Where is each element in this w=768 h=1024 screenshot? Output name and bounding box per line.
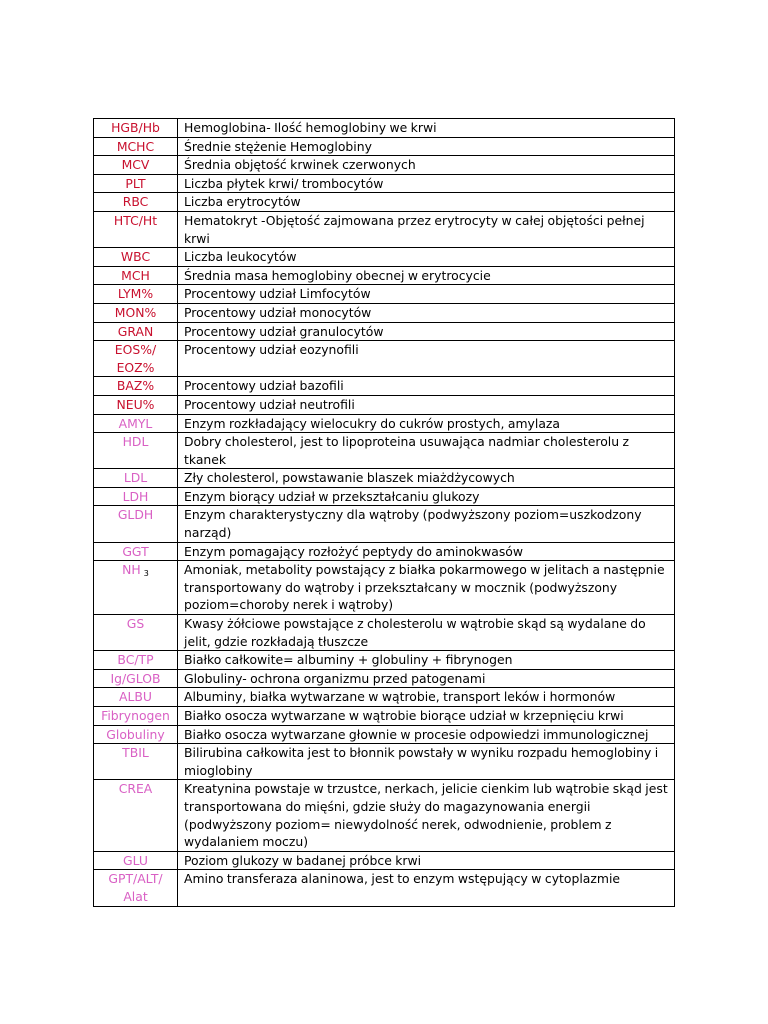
abbreviation-text: Fibrynogen bbox=[101, 708, 170, 723]
table-row bbox=[94, 615, 675, 651]
table-row bbox=[94, 156, 675, 175]
abbreviation-cell bbox=[94, 506, 178, 542]
description-cell: Średnia masa hemoglobiny obecnej w erytrocycie bbox=[178, 266, 675, 285]
abbreviation-text: EOS%/ EOZ% bbox=[114, 342, 157, 375]
abbreviation-text: GRAN bbox=[117, 323, 154, 339]
abbreviation-cell bbox=[94, 651, 178, 670]
abbreviation-cell bbox=[94, 211, 178, 247]
table-row bbox=[94, 870, 675, 906]
table-row bbox=[94, 266, 675, 285]
abbreviation-cell bbox=[94, 174, 178, 193]
abbreviation-cell bbox=[94, 395, 178, 414]
abbreviation-cell bbox=[94, 615, 178, 651]
abbreviation-cell bbox=[94, 414, 178, 433]
table-row bbox=[94, 744, 675, 780]
abbreviation-cell bbox=[94, 285, 178, 304]
abbreviation-cell bbox=[94, 707, 178, 726]
table-row bbox=[94, 469, 675, 488]
table-row bbox=[94, 193, 675, 212]
description-cell: Poziom glukozy w badanej próbce krwi bbox=[178, 851, 675, 870]
abbreviation-text: BAZ% bbox=[116, 378, 155, 394]
abbreviation-text: GGT bbox=[122, 543, 149, 559]
description-cell: Procentowy udział eozynofili bbox=[178, 341, 675, 377]
abbreviation-text: MCV bbox=[121, 157, 150, 173]
table-row bbox=[94, 285, 675, 304]
description-cell: Globuliny- ochrona organizmu przed patogenami bbox=[178, 669, 675, 688]
description-cell: Średnia objętość krwinek czerwonych bbox=[178, 156, 675, 175]
description-cell: Enzym biorący udział w przekształcaniu glukozy bbox=[178, 487, 675, 506]
abbreviation-text: LDL bbox=[123, 470, 148, 486]
description-cell: Bilirubina całkowita jest to błonnik powstały w wyniku rozpadu hemoglobiny i mioglobiny bbox=[178, 744, 675, 780]
abbreviation-text: LDH bbox=[122, 488, 149, 504]
abbreviation-text: CREA bbox=[118, 781, 153, 797]
abbreviation-text: HDL bbox=[122, 434, 149, 450]
abbreviation-cell bbox=[94, 193, 178, 212]
abbreviation-text: GLU bbox=[123, 852, 148, 868]
abbreviation-text: AMYL bbox=[118, 415, 153, 431]
table-row bbox=[94, 414, 675, 433]
table-row bbox=[94, 669, 675, 688]
abbreviation-cell bbox=[94, 870, 178, 906]
description-cell: Procentowy udział bazofili bbox=[178, 377, 675, 396]
abbreviation-text: NEU% bbox=[116, 396, 155, 412]
table-row bbox=[94, 542, 675, 561]
abbreviation-cell bbox=[94, 322, 178, 341]
abbreviation-cell bbox=[94, 248, 178, 267]
lab-abbreviations-table bbox=[93, 118, 675, 907]
description-cell: Zły cholesterol, powstawanie blaszek miażdżycowych bbox=[178, 469, 675, 488]
description-cell: Amoniak, metabolity powstający z białka pokarmowego w jelitach a następnie transportowany do wątroby i przekształcany w mocznik (podwyższony poziom=choroby nerek i wątroby) bbox=[178, 561, 675, 615]
table-row bbox=[94, 341, 675, 377]
abbreviation-cell bbox=[94, 780, 178, 851]
table-row bbox=[94, 377, 675, 396]
abbreviation-text: LYM% bbox=[117, 286, 154, 302]
abbreviation-text: GLDH bbox=[117, 507, 154, 523]
description-cell: Procentowy udział neutrofili bbox=[178, 395, 675, 414]
abbreviation-text: MCH bbox=[121, 267, 150, 283]
description-cell: Albuminy, białka wytwarzane w wątrobie, transport leków i hormonów bbox=[178, 688, 675, 707]
abbreviation-cell bbox=[94, 137, 178, 156]
abbreviation-text: Globuliny bbox=[106, 726, 165, 742]
description-cell: Hematokryt -Objętość zajmowana przez erytrocyty w całej objętości pełnej krwi bbox=[178, 211, 675, 247]
table-row bbox=[94, 851, 675, 870]
table-row bbox=[94, 688, 675, 707]
abbreviation-text: WBC bbox=[120, 249, 151, 265]
abbreviation-cell bbox=[94, 669, 178, 688]
abbreviation-text: HGB/Hb bbox=[111, 120, 160, 135]
abbreviation-text: GPT/ALT/ Alat bbox=[108, 871, 163, 904]
abbreviation-cell bbox=[94, 119, 178, 138]
table-row bbox=[94, 487, 675, 506]
abbreviation-cell bbox=[94, 433, 178, 469]
description-cell: Enzym charakterystyczny dla wątroby (podwyższony poziom=uszkodzony narząd) bbox=[178, 506, 675, 542]
description-cell: Amino transferaza alaninowa, jest to enzym wstępujący w cytoplazmie bbox=[178, 870, 675, 906]
description-cell: Kwasy żółciowe powstające z cholesterolu w wątrobie skąd są wydalane do jelit, gdzie rozkładają tłuszcze bbox=[178, 615, 675, 651]
abbreviation-cell bbox=[94, 341, 178, 377]
table-row bbox=[94, 137, 675, 156]
table-row bbox=[94, 561, 675, 615]
abbreviation-cell bbox=[94, 156, 178, 175]
description-cell: Liczba erytrocytów bbox=[178, 193, 675, 212]
table-row bbox=[94, 395, 675, 414]
table-row bbox=[94, 780, 675, 851]
abbreviation-text: HTC/Ht bbox=[113, 212, 158, 228]
abbreviation-cell bbox=[94, 266, 178, 285]
abbreviation-cell bbox=[94, 303, 178, 322]
abbreviation-cell bbox=[94, 377, 178, 396]
abbreviation-text: Ig/GLOB bbox=[110, 670, 161, 686]
description-cell: Białko całkowite= albuminy + globuliny + fibrynogen bbox=[178, 651, 675, 670]
abbreviation-cell bbox=[94, 469, 178, 488]
table-row bbox=[94, 707, 675, 726]
abbreviation-text: GS bbox=[126, 616, 145, 632]
table-row bbox=[94, 211, 675, 247]
table-row bbox=[94, 174, 675, 193]
description-cell: Enzym pomagający rozłożyć peptydy do aminokwasów bbox=[178, 542, 675, 561]
table-row bbox=[94, 248, 675, 267]
abbreviation-cell bbox=[94, 851, 178, 870]
description-cell: Dobry cholesterol, jest to lipoproteina usuwająca nadmiar cholesterolu z tkanek bbox=[178, 433, 675, 469]
description-cell: Procentowy udział monocytów bbox=[178, 303, 675, 322]
description-cell: Białko osocza wytwarzane w wątrobie biorące udział w krzepnięciu krwi bbox=[178, 707, 675, 726]
table-body bbox=[94, 119, 675, 907]
abbreviation-cell bbox=[94, 725, 178, 744]
table-row bbox=[94, 433, 675, 469]
table-row bbox=[94, 651, 675, 670]
table-row bbox=[94, 303, 675, 322]
abbreviation-cell bbox=[94, 744, 178, 780]
description-cell: Procentowy udział Limfocytów bbox=[178, 285, 675, 304]
abbreviation-text: MON% bbox=[114, 304, 157, 320]
abbreviation-text: MCHC bbox=[116, 138, 155, 154]
abbreviation-text: RBC bbox=[122, 194, 149, 210]
subscript-text: 3 bbox=[143, 569, 149, 579]
abbreviation-cell bbox=[94, 688, 178, 707]
abbreviation-cell bbox=[94, 487, 178, 506]
description-cell: Białko osocza wytwarzane głownie w procesie odpowiedzi immunologicznej bbox=[178, 725, 675, 744]
abbreviation-cell bbox=[94, 561, 178, 615]
description-cell: Enzym rozkładający wielocukry do cukrów prostych, amylaza bbox=[178, 414, 675, 433]
abbreviation-cell bbox=[94, 542, 178, 561]
abbreviation-text: PLT bbox=[125, 175, 146, 191]
abbreviation-text: TBIL bbox=[122, 745, 149, 761]
table-row bbox=[94, 119, 675, 138]
description-cell: Kreatynina powstaje w trzustce, nerkach, jelicie cienkim lub wątrobie skąd jest transportowana do mięśni, gdzie służy do magazynowania energii (podwyższony poziom= niewydolność nerek, odwodnienie, problem z wydalaniem moczu) bbox=[178, 780, 675, 851]
description-cell: Liczba leukocytów bbox=[178, 248, 675, 267]
abbreviation-text: NH bbox=[122, 562, 141, 578]
description-cell: Hemoglobina- Ilość hemoglobiny we krwi bbox=[178, 119, 675, 138]
description-cell: Procentowy udział granulocytów bbox=[178, 322, 675, 341]
abbreviation-text: ALBU bbox=[119, 689, 152, 705]
table-row bbox=[94, 506, 675, 542]
abbreviation-text: BC/TP bbox=[117, 652, 154, 668]
table-row bbox=[94, 725, 675, 744]
description-cell: Liczba płytek krwi/ trombocytów bbox=[178, 174, 675, 193]
description-cell: Średnie stężenie Hemoglobiny bbox=[178, 137, 675, 156]
table-row bbox=[94, 322, 675, 341]
